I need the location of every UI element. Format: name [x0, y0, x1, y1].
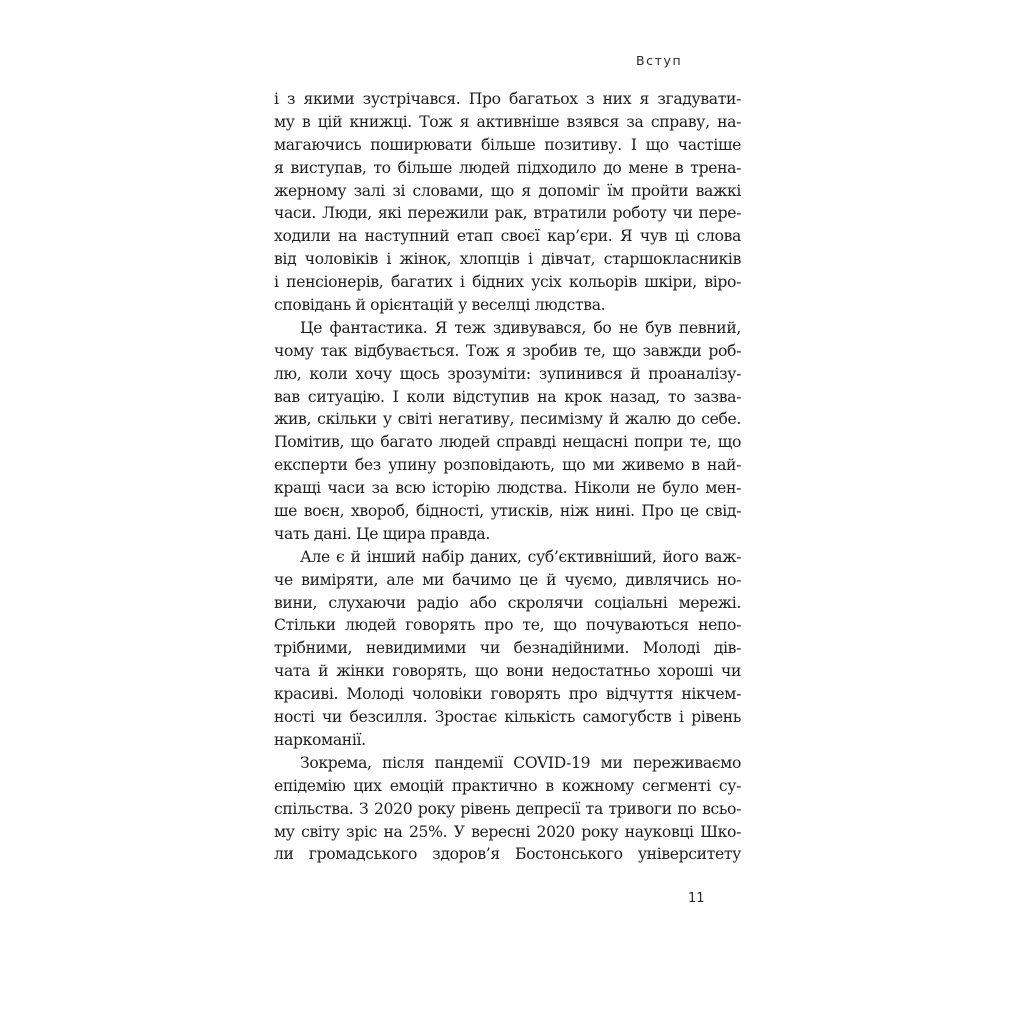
page-number: 11 — [688, 891, 705, 906]
text-line: Але є й інший набір даних, суб’єктивніший, його важ- — [300, 547, 741, 566]
text-line: експерти без упину розповідають, що ми живемо в най- — [274, 456, 741, 475]
text-line: я виступав, то більше людей підходило до мене в трена- — [274, 158, 741, 177]
text-line: му в цій книжці. Тож я активніше взявся за справу, на- — [274, 112, 741, 131]
text-line: епідемію цих емоцій практично в кожному сегменті су- — [274, 776, 741, 795]
text-line: часи. Люди, які пережили рак, втратили роботу чи пере- — [274, 204, 741, 223]
text-line: сповідань й орієнтацій у веселці людства. — [274, 296, 606, 315]
text-line: красиві. Молоді чоловіки говорять про відчуття нікчем- — [274, 685, 741, 704]
text-line: ше воєн, хвороб, бідності, утисків, ніж нині. Про це свід- — [274, 502, 741, 521]
text-line: і з якими зустрічався. Про багатьох з них я згадувати- — [274, 90, 741, 108]
paragraph — [274, 317, 741, 546]
text-line: чому так відбувається. Тож я зробив те, що завжди роб- — [274, 341, 741, 360]
text-line: Стільки людей говорять про те, що почуваються непо- — [274, 616, 741, 635]
text-line: вав ситуацію. І коли відступив на крок назад, то зазва- — [274, 387, 741, 406]
text-line: му світу зріс на 25%. У вересні 2020 року науковці Шко- — [274, 822, 741, 841]
text-line: магаючись поширювати більше позитиву. І що частіше — [274, 135, 741, 154]
body-text — [274, 88, 741, 866]
text-line: лю, коли хочу щось зрозуміти: зупинився й проаналізу- — [274, 364, 741, 383]
text-line: спільства. З 2020 року рівень депресії та тривоги по всьо- — [274, 799, 741, 818]
text-line: кращі часи за всю історію людства. Ніколи не було мен- — [274, 479, 741, 498]
text-line: ходили на наступний етап своєї кар’єри. Я чув ці слова — [274, 227, 741, 246]
paragraph — [274, 88, 741, 317]
text-line: Зокрема, після пандемії COVID-19 ми переживаємо — [300, 753, 741, 772]
running-header: Вступ — [636, 53, 683, 68]
text-line: ли громадського здоров’я Бостонського університету — [274, 845, 741, 864]
text-line: трібними, невидимими чи безнадійними. Молоді дів- — [274, 639, 741, 658]
text-line: і пенсіонерів, багатих і бідних усіх кольорів шкіри, віро- — [274, 273, 741, 292]
paragraph — [274, 752, 741, 866]
text-line: жив, скільки у світі негативу, песимізму й жалю до себе. — [274, 410, 741, 429]
text-line: чать дані. Це щира правда. — [274, 524, 490, 543]
text-line: че виміряти, але ми бачимо це й чуємо, дивлячись но- — [274, 570, 741, 589]
text-line: наркоманії. — [274, 730, 366, 749]
text-line: чата й жінки говорять, що вони недостатньо хороші чи — [274, 662, 741, 681]
text-line: Це фантастика. Я теж здивувався, бо не був певний, — [300, 318, 741, 337]
paragraph — [274, 546, 741, 752]
text-line: ності чи безсилля. Зростає кількість самогубств і рівень — [274, 708, 741, 727]
text-line: Помітив, що багато людей справді нещасні попри те, що — [274, 433, 741, 452]
text-line: вини, слухаючи радіо або скролячи соціальні мережі. — [274, 593, 741, 612]
text-line: від чоловіків і жінок, хлопців і дівчат, старшокласників — [274, 250, 741, 269]
text-line: жерному залі зі словами, що я допоміг їм пройти важкі — [274, 181, 741, 200]
